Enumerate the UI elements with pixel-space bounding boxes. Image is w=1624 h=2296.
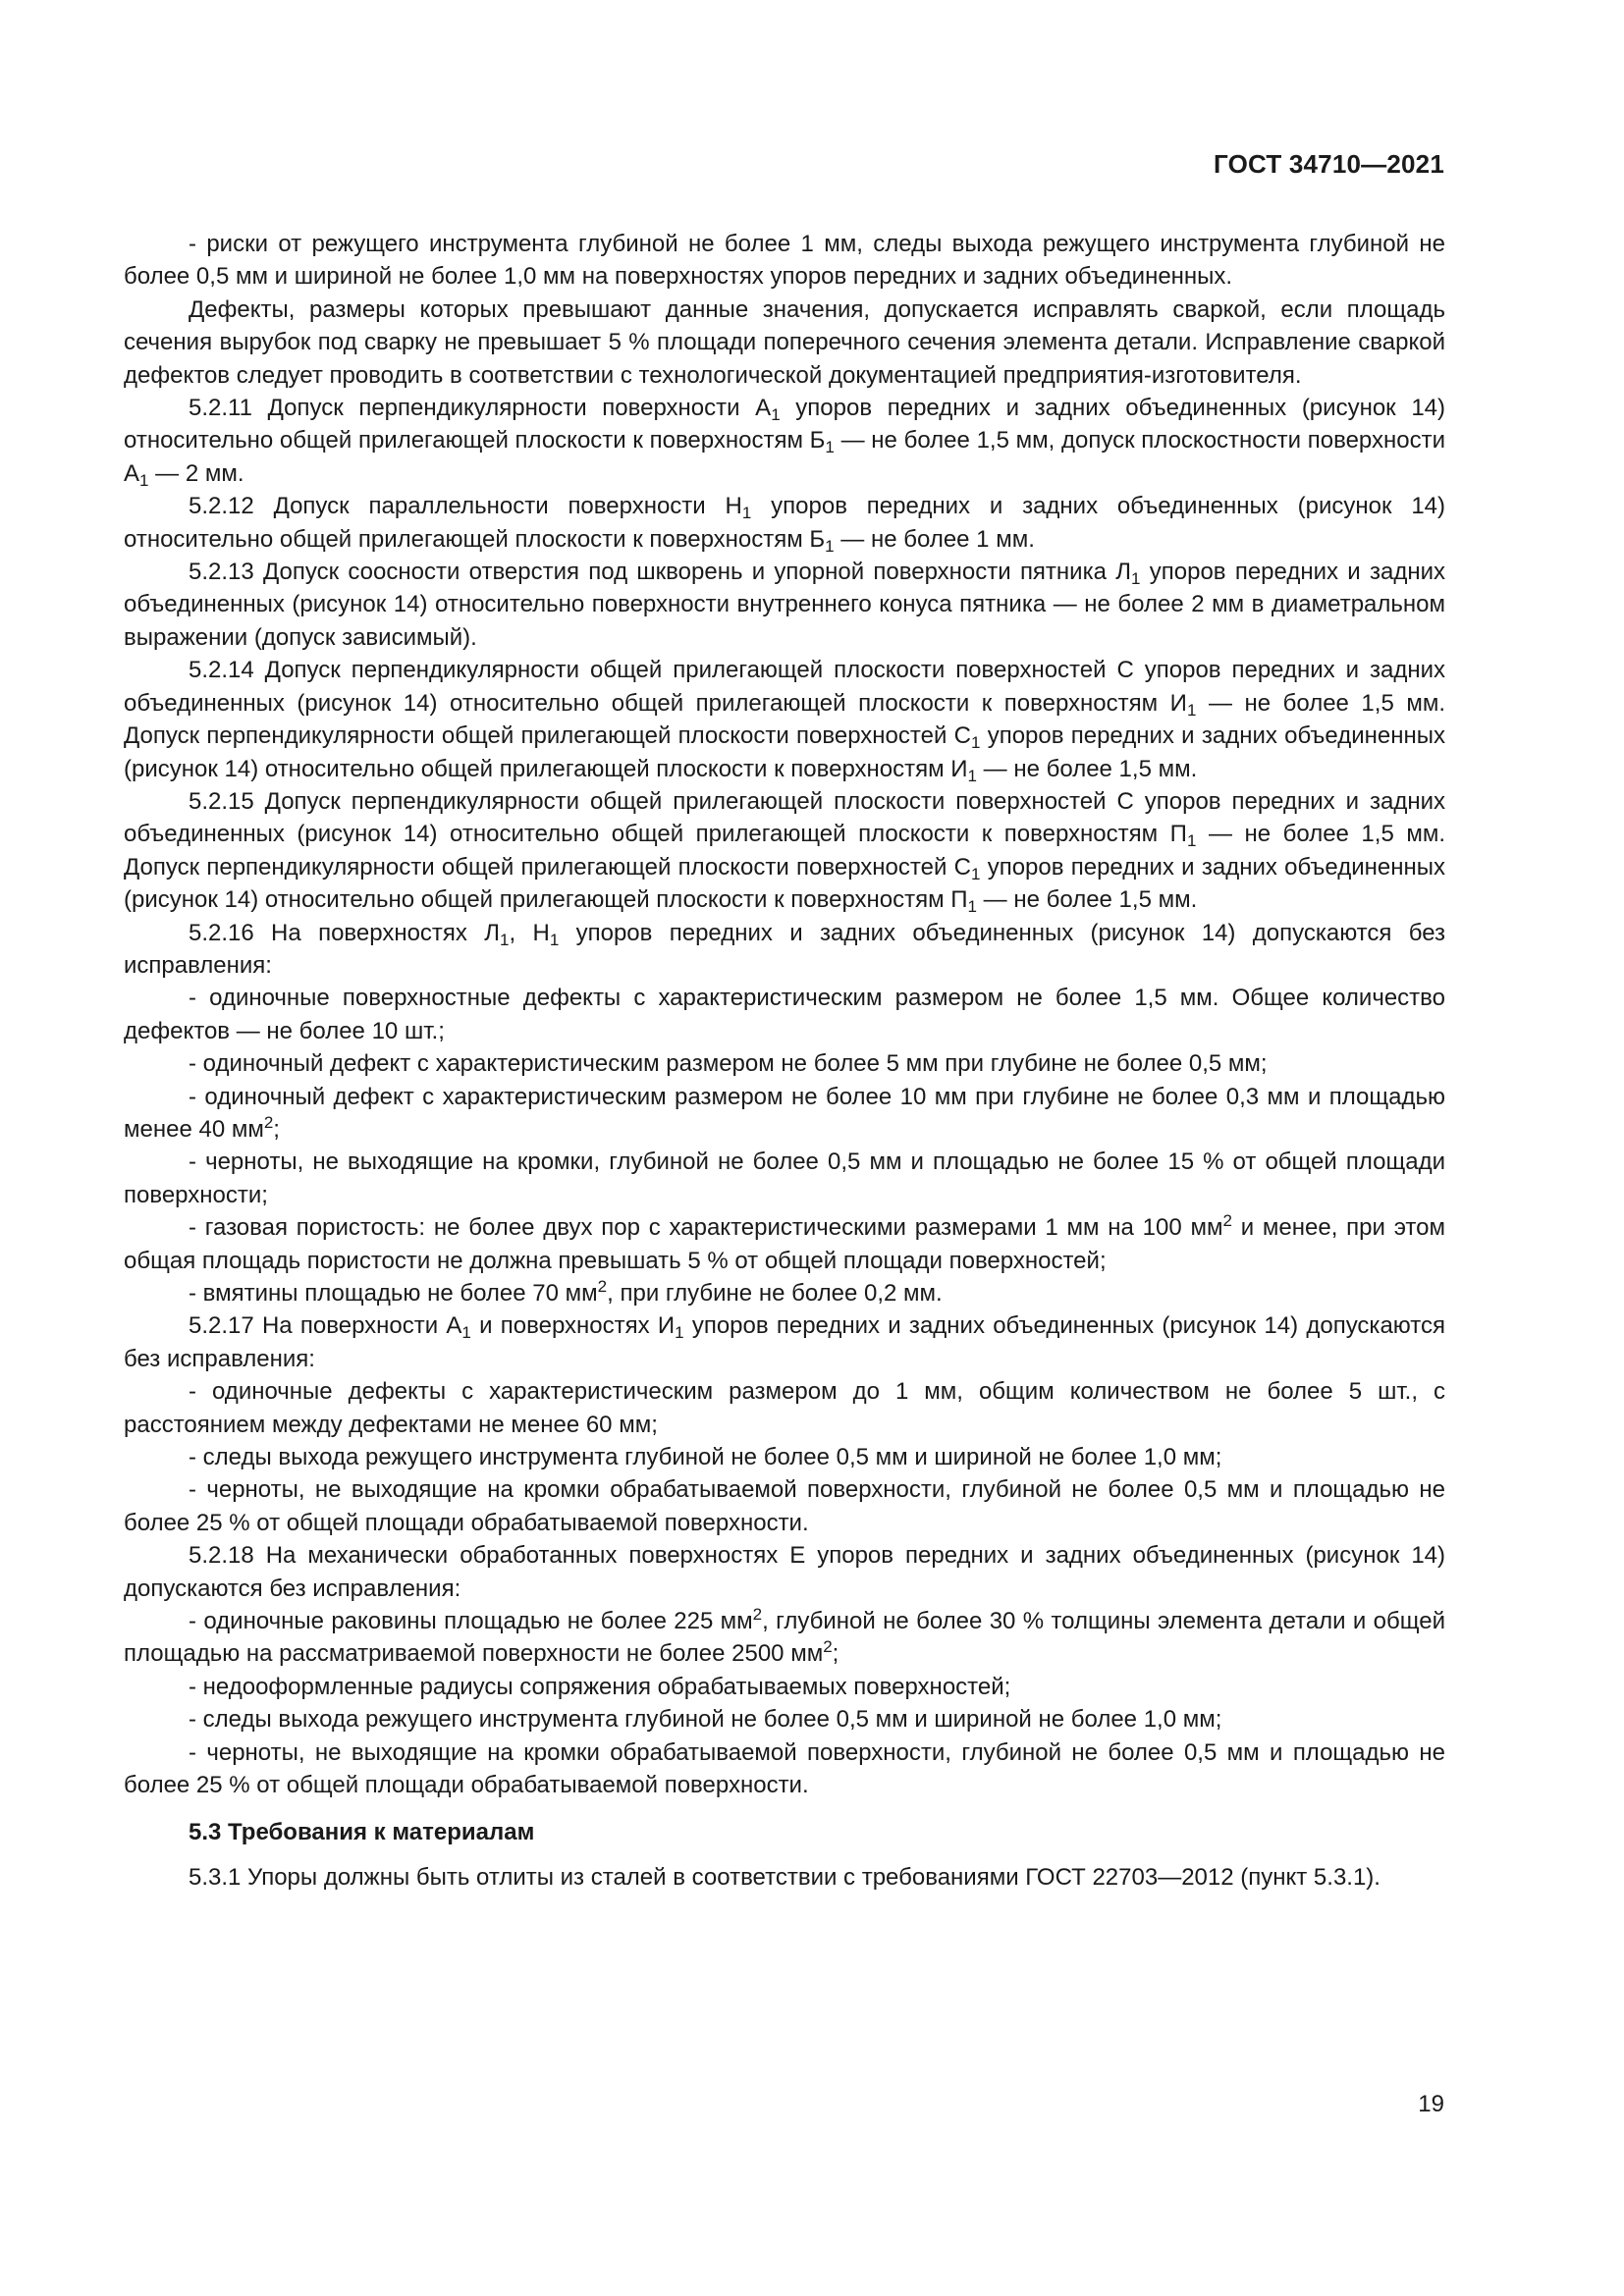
text-run: упоров передних и задних объединенных (рисунок 14) относительно общей прилегающей плоскости к поверхностям П: [124, 853, 1445, 914]
superscript: 2: [263, 1112, 274, 1132]
text-run: - следы выхода режущего инструмента глубиной не более 0,5 мм и шириной не более 1,0 мм;: [189, 1444, 1222, 1471]
paragraph: [124, 785, 1445, 917]
text-run: — не более 1,5 мм, допуск плоскостности поверхности А: [124, 427, 1445, 487]
paragraph: [124, 1736, 1445, 1802]
paragraph: [124, 1146, 1445, 1211]
text-run: 5.2.16 На поверхностях Л: [189, 919, 500, 946]
paragraph: [124, 1081, 1445, 1147]
text-run: - недооформленные радиусы сопряжения обрабатываемых поверхностей;: [189, 1673, 1011, 1700]
paragraph: [124, 1861, 1445, 1894]
text-run: ;: [832, 1640, 839, 1668]
text-run: — не более 1,5 мм. Допуск перпендикулярности общей прилегающей плоскости поверхностей С: [124, 689, 1445, 750]
subscript: 1: [967, 897, 978, 917]
subscript: 1: [741, 504, 752, 523]
paragraph: [124, 1671, 1445, 1703]
text-run: - черноты, не выходящие на кромки обрабатываемой поверхности, глубиной не более 0,5 мм и площадью не более 25 % от общей площади обрабатываемой поверхности.: [124, 1738, 1445, 1799]
subscript: 1: [461, 1323, 471, 1343]
paragraph: [124, 1375, 1445, 1441]
paragraph: [124, 1539, 1445, 1605]
text-run: - следы выхода режущего инструмента глубиной не более 0,5 мм и шириной не более 1,0 мм;: [189, 1706, 1222, 1734]
text-run: — не более 1,5 мм.: [977, 755, 1198, 782]
text-run: и поверхностях И: [470, 1312, 676, 1340]
text-run: - одиночные раковины площадью не более 225 мм: [189, 1608, 753, 1635]
text-run: 5.2.17 На поверхности А: [189, 1312, 462, 1340]
superscript: 2: [597, 1277, 608, 1296]
paragraph: [124, 228, 1445, 294]
text-run: 5.3.1 Упоры должны быть отлиты из сталей в соответствии с требованиями ГОСТ 22703—2012 (пункт 5.3.1).: [189, 1863, 1380, 1891]
paragraph: [124, 1703, 1445, 1735]
paragraph: [124, 1211, 1445, 1277]
text-run: упоров передних и задних объединенных (рисунок 14) относительно общей прилегающей плоскости к поверхностям И: [124, 722, 1445, 782]
text-run: — 2 мм.: [148, 459, 244, 487]
paragraph: [124, 654, 1445, 785]
section-heading: [124, 1816, 1445, 1848]
document-code-header: ГОСТ 34710—2021: [1214, 149, 1444, 179]
superscript: 2: [1222, 1211, 1232, 1231]
paragraph: [124, 982, 1445, 1047]
text-run: - одиночный дефект с характеристическим размером не более 10 мм при глубине не более 0,3 мм и площадью менее 40 мм: [124, 1083, 1445, 1143]
text-run: - одиночные поверхностные дефекты с характеристическим размером не более 1,5 мм. Общее количество дефектов — не более 10 шт.;: [124, 985, 1445, 1044]
subscript: 1: [139, 470, 149, 490]
subscript: 1: [970, 733, 981, 753]
text-run: - одиночный дефект с характеристическим размером не более 5 мм при глубине не более 0,5 мм;: [189, 1050, 1268, 1078]
text-run: упоров передних и задних объединенных (рисунок 14) допускаются без исправления:: [124, 919, 1446, 979]
subscript: 1: [1186, 831, 1197, 851]
text-run: — не более 1,5 мм. Допуск перпендикулярности общей прилегающей плоскости поверхностей С: [124, 821, 1445, 881]
text-run: 5.3 Требования к материалам: [189, 1818, 535, 1845]
paragraph: [124, 1473, 1445, 1539]
text-run: 5.2.15 Допуск перпендикулярности общей прилегающей плоскости поверхностей С упоров передних и задних объединенных (рисунок 14) относительно общей прилегающей плоскости к поверхностям П: [124, 787, 1445, 848]
text-run: 5.2.13 Допуск соосности отверстия под шкворень и упорной поверхности пятника Л: [189, 559, 1131, 586]
subscript: 1: [967, 766, 978, 785]
paragraph: [124, 392, 1445, 490]
text-run: — не более 1 мм.: [834, 525, 1035, 553]
text-run: 5.2.14 Допуск перпендикулярности общей прилегающей плоскости поверхностей С упоров передних и задних объединенных (рисунок 14) относительно общей прилегающей плоскости к поверхностям И: [124, 657, 1445, 717]
subscript: 1: [970, 864, 981, 883]
text-run: 5.2.12 Допуск параллельности поверхности Н: [189, 493, 742, 520]
text-run: 5.2.11 Допуск перпендикулярности поверхности А: [189, 395, 772, 422]
paragraph: [124, 490, 1445, 556]
paragraph: [124, 1605, 1445, 1671]
text-run: , при глубине не более 0,2 мм.: [607, 1280, 943, 1307]
subscript: 1: [1131, 569, 1141, 589]
text-run: , глубиной не более 30 % толщины элемента детали и общей площадью на рассматриваемой поверхности не более 2500 мм: [124, 1608, 1445, 1668]
superscript: 2: [752, 1605, 763, 1625]
subscript: 1: [549, 930, 560, 949]
paragraph: [124, 917, 1445, 983]
text-run: , Н: [509, 919, 550, 946]
subscript: 1: [825, 536, 835, 556]
subscript: 1: [500, 930, 510, 949]
document-body: [124, 228, 1445, 1894]
paragraph: [124, 1277, 1445, 1309]
page-number: 19: [1418, 2091, 1444, 2117]
text-run: - риски от режущего инструмента глубиной не более 1 мм, следы выхода режущего инструмента глубиной не более 0,5 мм и шириной не более 1,0 мм на поверхностях упоров передних и задних объединенных.: [124, 231, 1445, 291]
text-run: 5.2.18 На механически обработанных поверхностях Е упоров передних и задних объединенных (рисунок 14) допускаются без исправления:: [124, 1542, 1445, 1602]
subscript: 1: [825, 438, 835, 457]
text-run: упоров передних и задних объединенных (рисунок 14) относительно общей прилегающей плоскости к поверхностям Б: [124, 395, 1446, 454]
text-run: - черноты, не выходящие на кромки, глубиной не более 0,5 мм и площадью не более 15 % от общей площади поверхности;: [124, 1148, 1445, 1208]
paragraph: [124, 1047, 1445, 1080]
subscript: 1: [675, 1323, 684, 1343]
text-run: упоров передних и задних объединенных (рисунок 14) допускаются без исправления:: [124, 1312, 1445, 1372]
text-run: упоров передних и задних объединенных (рисунок 14) относительно общей прилегающей плоскости к поверхностям Б: [124, 493, 1446, 553]
paragraph: [124, 294, 1445, 392]
paragraph: [124, 556, 1445, 654]
text-run: - черноты, не выходящие на кромки обрабатываемой поверхности, глубиной не более 0,5 мм и площадью не более 25 % от общей площади обрабатываемой поверхности.: [124, 1476, 1445, 1536]
subscript: 1: [771, 405, 781, 425]
text-run: — не более 1,5 мм.: [977, 886, 1198, 914]
paragraph: [124, 1441, 1445, 1473]
text-run: - газовая пористость: не более двух пор с характеристическими размерами 1 мм на 100 мм: [189, 1214, 1223, 1242]
text-run: ;: [273, 1115, 280, 1143]
text-run: - одиночные дефекты с характеристическим размером до 1 мм, общим количеством не более 5 шт., с расстоянием между дефектами не менее 60 мм;: [124, 1378, 1445, 1438]
superscript: 2: [823, 1637, 833, 1657]
text-run: Дефекты, размеры которых превышают данные значения, допускается исправлять сваркой, если площадь сечения вырубок под сварку не превышает 5 % площади поперечного сечения элемента детали. Исправление сваркой дефектов следует проводить в соответствии с технологической документацией предприятия-изготовителя.: [124, 295, 1445, 389]
text-run: - вмятины площадью не более 70 мм: [189, 1280, 598, 1307]
subscript: 1: [1186, 700, 1197, 720]
text-run: и менее, при этом общая площадь пористости не должна превышать 5 % от общей площади поверхностей;: [124, 1214, 1445, 1274]
text-run: упоров передних и задних объединенных (рисунок 14) относительно поверхности внутреннего конуса пятника — не более 2 мм в диаметральном выражении (допуск зависимый).: [124, 559, 1445, 651]
paragraph: [124, 1309, 1445, 1375]
